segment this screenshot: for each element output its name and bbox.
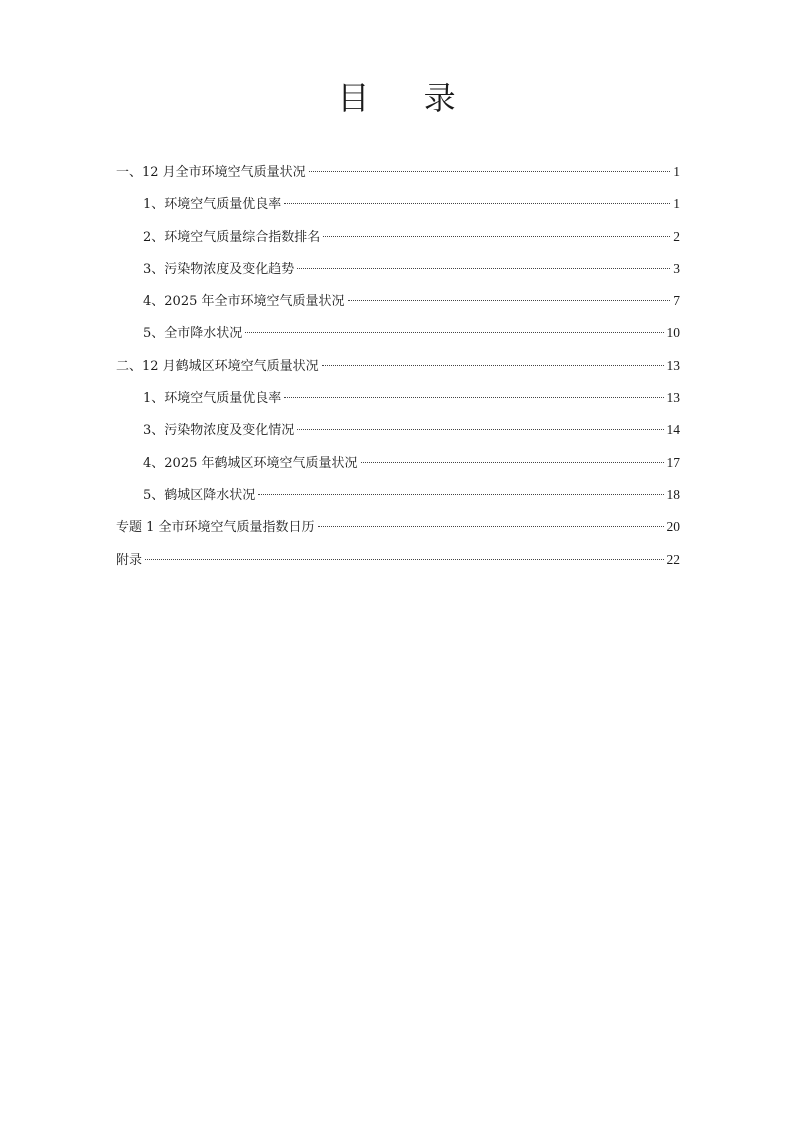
toc-entry-page: 13	[666, 357, 680, 373]
dot-leader	[297, 429, 663, 430]
toc-entry-page: 3	[673, 260, 680, 276]
toc-entry-page: 18	[666, 486, 680, 502]
toc-entry-label: 附录	[116, 552, 143, 568]
toc-entry-section-2[interactable]	[116, 355, 680, 387]
dot-leader	[309, 171, 671, 172]
toc-entry-page: 13	[666, 390, 680, 406]
toc-entry-section-1[interactable]	[116, 161, 680, 193]
dot-leader	[258, 494, 663, 495]
toc-entry-label: 1、环境空气质量优良率	[143, 197, 282, 213]
toc-entry-page: 2	[673, 228, 680, 244]
toc-entry-label: 3、污染物浓度及变化情况	[143, 423, 295, 439]
toc-entry-page: 14	[666, 422, 680, 438]
toc-entry-2-1[interactable]	[116, 387, 680, 419]
toc-entry-label: 5、全市降水状况	[143, 326, 243, 342]
dot-leader	[323, 236, 670, 237]
dot-leader	[361, 462, 664, 463]
toc-entry-label: 3、污染物浓度及变化趋势	[143, 261, 295, 277]
toc-entry-special-1[interactable]	[116, 516, 680, 548]
toc-entry-label: 二、12 月鹤城区环境空气质量状况	[116, 358, 319, 374]
table-of-contents	[116, 161, 680, 581]
toc-entry-page: 22	[666, 551, 680, 567]
toc-entry-page: 1	[673, 164, 680, 179]
toc-entry-label: 4、2025 年全市环境空气质量状况	[143, 294, 345, 310]
toc-entry-label: 1、环境空气质量优良率	[143, 391, 282, 407]
toc-entry-page: 1	[673, 196, 680, 212]
toc-entry-2-5[interactable]	[116, 484, 680, 516]
toc-entry-label: 4、2025 年鹤城区环境空气质量状况	[143, 455, 358, 471]
toc-entry-1-4[interactable]	[116, 290, 680, 322]
dot-leader	[322, 365, 664, 366]
toc-entry-2-4[interactable]	[116, 452, 680, 484]
dot-leader	[284, 203, 670, 204]
toc-entry-1-1[interactable]	[116, 193, 680, 225]
dot-leader	[297, 268, 670, 269]
toc-entry-1-3[interactable]	[116, 258, 680, 290]
toc-entry-label: 5、鹤城区降水状况	[143, 487, 256, 503]
toc-entry-label: 2、环境空气质量综合指数排名	[143, 229, 321, 245]
dot-leader	[284, 397, 663, 398]
toc-entry-page: 10	[666, 325, 680, 341]
dot-leader	[348, 300, 671, 301]
dot-leader	[245, 332, 663, 333]
toc-entry-2-3[interactable]	[116, 419, 680, 451]
toc-entry-1-5[interactable]	[116, 322, 680, 354]
toc-entry-1-2[interactable]	[116, 226, 680, 258]
dot-leader	[318, 526, 664, 527]
toc-entry-page: 17	[666, 454, 680, 470]
toc-entry-label: 专题 1 全市环境空气质量指数日历	[116, 520, 315, 536]
toc-title: 目 录	[337, 79, 478, 117]
toc-entry-page: 20	[666, 519, 680, 535]
toc-entry-appendix[interactable]	[116, 549, 680, 581]
dot-leader	[145, 559, 663, 560]
toc-entry-label: 一、12 月全市环境空气质量状况	[116, 165, 306, 180]
toc-entry-page: 7	[673, 293, 680, 309]
